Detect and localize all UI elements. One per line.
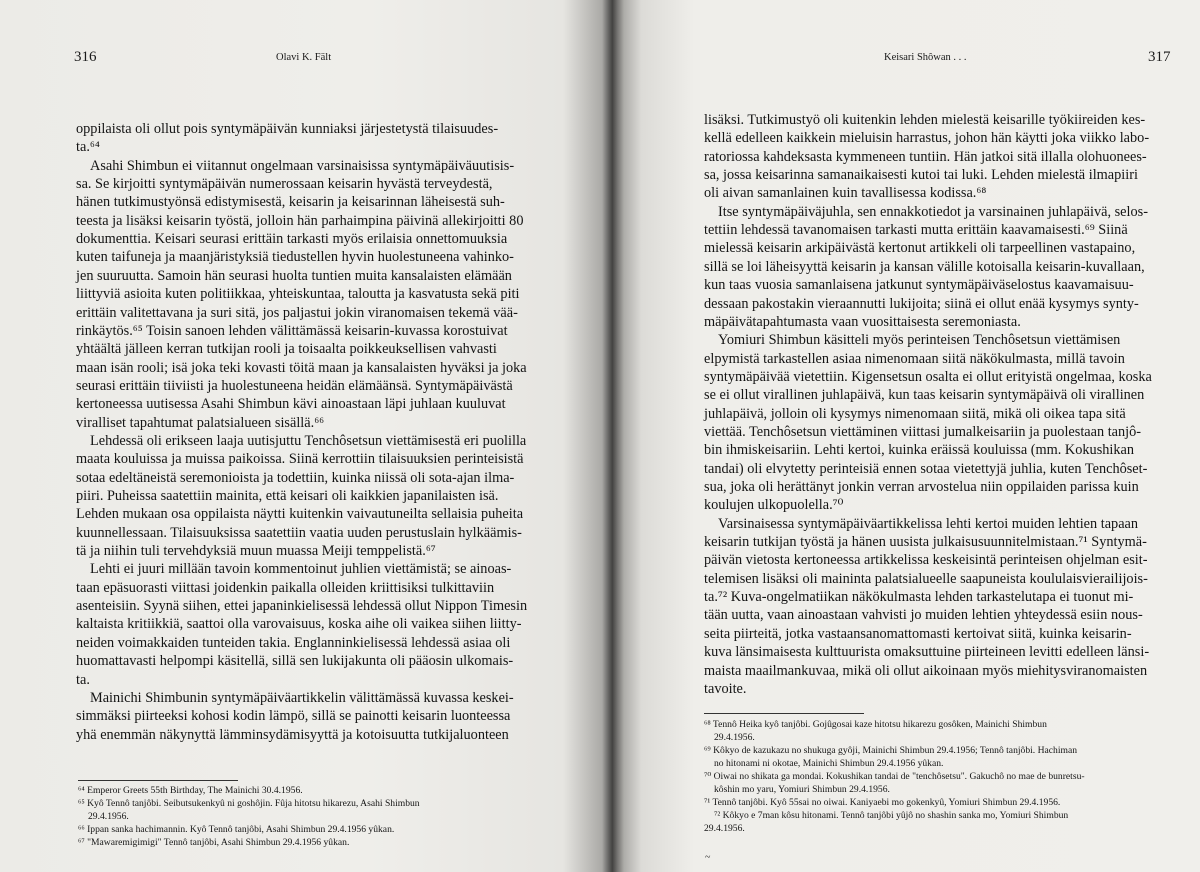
footnote-rule — [704, 713, 864, 714]
text-line: Itse syntymäpäiväjuhla, sen ennakkotiedot ja varsinainen juhlapäivä, selos- — [718, 203, 1148, 220]
text-line: tä ja niihin tuli tervehdyksiä muun muassa Meiji temppelistä.⁶⁷ — [76, 543, 436, 560]
text-line: ta. — [76, 671, 90, 688]
text-line: sotaa edeltäneistä seremonioista ja todettiin, kuinka niissä oli sota-ajan ilma- — [76, 469, 515, 486]
text-line: Varsinaisessa syntymäpäiväartikkelissa lehti kertoi muiden lehtien tapaan — [718, 515, 1139, 532]
right-page — [612, 0, 1200, 872]
text-line: oppilaista oli ollut pois syntymäpäivän kunniaksi järjestetystä tilaisuudes- — [76, 121, 499, 137]
text-line: dokumenttia. Keisari seurasi erittäin tarkasti myös erilaisia onnettomuuksia — [76, 231, 508, 248]
text-line: seita piirteitä, jotka vastaansanomattomasti kertoivat siitä, kuinka keisarin- — [704, 625, 1132, 642]
text-line: yhtäältä jälleen kerran tutkijan rooli ja toisaalta poikkeuksellisen vahvasti — [76, 341, 497, 358]
text-line: Lehden mukaan osa oppilaista näytti kuitenkin vaivautuneilta sellaisia puheita — [76, 506, 524, 523]
text-line: maata kouluissa ja muissa paikoissa. Siinä kerrottiin tilaisuuksien perinteisistä — [76, 451, 524, 468]
book-gutter — [602, 0, 624, 872]
text-line: telemisen lisäksi oli maininta palatsialueelle saapuneista koululaisvierailijois- — [704, 570, 1148, 587]
text-line: rinkäytös.⁶⁵ Toisin sanoen lehden välittämässä keisarin-kuvassa korostuivat — [76, 322, 508, 339]
footnote-line: ⁶⁹ Kôkyo de kazukazu no shukuga gyôji, Mainichi Shimbun 29.4.1956; Tennô tanjôbi. Hachiman — [704, 745, 1078, 756]
text-line: mäpäivätapahtumasta vaan vuosittaisesta seremoniasta. — [704, 313, 1021, 330]
text-line: simmäksi piirteeksi kohosi kodin lämpö, sillä se painotti keisarin luonteessa — [76, 708, 511, 725]
text-line: viettää. Tenchôsetsun viettäminen viittasi jumalkeisariin ja puolestaan tanjô- — [704, 423, 1142, 440]
text-line: sillä se loi läheisyyttä keisarin ja kansan välille kotoisalla keisarin-kuvallaan, — [704, 258, 1145, 275]
text-line: Asahi Shimbun ei viitannut ongelmaan varsinaisissa syntymäpäiväuutisis- — [90, 157, 515, 174]
text-line: kuunnellessaan. Tilaisuuksissa saatettiin vaatia uuden perustuslain hylkäämis- — [76, 524, 522, 541]
footnote-line: ⁶⁷ "Mawaremigimigi" Tennô tanjôbi, Asahi Shimbun 29.4.1956 yûkan. — [78, 837, 350, 848]
stray-mark: ~ — [705, 852, 711, 863]
text-line: asenteisiin. Syynä siihen, ettei japaninkielisessä lehdessä ollut Nippon Timesin — [76, 598, 528, 615]
text-line: mielessä keisarin arkipäivästä kertonut artikkeli oli tarpeellinen vastapaino, — [704, 240, 1136, 257]
text-line: kellä edelleen kaikkein mieluisin harrastus, johon hän käytti joka viikko labo- — [704, 130, 1150, 147]
text-line: viralliset tapahtumat palatsialueen sisällä.⁶⁶ — [76, 414, 325, 431]
footnote-line: kôshin mo yaru, Yomiuri Shimbun 29.4.1956. — [714, 784, 890, 795]
footnote-line: no hitonami ni okotae, Mainichi Shimbun 29.4.1956 yûkan. — [714, 758, 944, 769]
footnote-rule — [78, 780, 238, 781]
text-line: tään uutta, vaan ainoastaan vahvisti jo muiden lehtien yhteydessä esiin nous- — [704, 607, 1143, 624]
text-line: kaltaista kritiikkiä, saattoi olla varovaisuus, koska aihe oli vaikea siihen liitty- — [76, 616, 522, 633]
text-line: keisarin tutkijan työstä ja hänen uusista julkaisusuunnitelmistaan.⁷¹ Syntymä- — [704, 534, 1147, 551]
text-line: ratoriossa kahdeksasta kymmeneen tuntiin. Hän jatkoi sitä illalla olohuonees- — [704, 148, 1147, 165]
text-line: teesta ja lisäksi keisarin työstä, jolloin hän parhaimpina päivinä allekirjoitti 80 — [76, 212, 524, 229]
footnote-line: 29.4.1956. — [704, 823, 745, 834]
text-line: kuva länsimaisesta kulttuurista omaksuttuine piirteineen levitti edelleen länsi- — [704, 644, 1150, 661]
text-line: dessaan pakostakin vieraannutti lukijoita; siinä ei ollut enää kysymys synty- — [704, 295, 1139, 312]
text-line: hänen tutkimustyönsä edistymisestä, keisarin ja keisarinnan läheisestä suh- — [76, 194, 505, 211]
text-line: syntymäpäivää vietettiin. Kigensetsun osalta ei ollut erityistä ongelmaa, koska — [704, 368, 1152, 385]
text-line: Mainichi Shimbunin syntymäpäiväartikkelin välittämässä kuvassa keskei- — [90, 689, 514, 706]
footnote-line: ⁶⁵ Kyô Tennô tanjôbi. Seibutsukenkyû ni goshôjin. Fûja hitotsu hikarezu, Asahi Shimbun — [78, 798, 420, 809]
footnote-line: ⁷² Kôkyo e 7man kôsu hitonami. Tennô tanjôbi yûjô no shashin sanka mo, Yomiuri Shimbun — [714, 810, 1069, 821]
text-line: ta.⁷² Kuva-ongelmatiikan näkökulmasta lehden tarkastelutapa ei tuonut mi- — [704, 589, 1134, 606]
text-line: jen suuruutta. Samoin hän seurasi huolta tuntien muita kansalaisten elämään — [76, 267, 512, 284]
text-line: bin ihmiskeisariin. Lehti kertoi, kuinka eräissä kouluissa (mm. Kokushikan — [704, 442, 1135, 459]
text-line: ta.⁶⁴ — [76, 139, 100, 156]
text-line: elpymistä tarkastellen asiaa nimenomaan siitä näkökulmasta, millä tavoin — [704, 350, 1125, 367]
footnote-line: ⁶⁶ Ippan sanka hachimannin. Kyô Tennô tanjôbi, Asahi Shimbun 29.4.1956 yûkan. — [78, 824, 395, 835]
text-line: kertoneessa uutisessa Asahi Shimbun kävi ainoastaan läpi juhlaan kuuluvat — [76, 396, 506, 413]
text-line: huomattavasti helpompi käsitellä, sillä sen lukijakunta oli pääosin ulkomais- — [76, 653, 514, 670]
footnote-line: ⁶⁸ Tennô Heika kyô tanjôbi. Gojûgosai kaze hitotsu hikarezu gosôken, Mainichi Shimbun — [704, 719, 1047, 730]
footnote-line: ⁷¹ Tennô tanjôbi. Kyô 55sai no oiwai. Kaniyaebi mo gokenkyû, Yomiuri Shimbun 29.4.1956. — [704, 797, 1061, 808]
text-line: neiden voimakkaiden tunteiden takia. Englanninkielisessä lehdessä asiaa oli — [76, 634, 511, 651]
text-line: tandai) oli elvytetty perinteisiä ennen sotaa vietettyjä juhlia, kuten Tenchôset- — [704, 460, 1148, 477]
text-line: lisäksi. Tutkimustyö oli kuitenkin lehden mielestä keisarille työkiireiden kes- — [704, 112, 1146, 128]
text-line: koulujen ulkopuolella.⁷⁰ — [704, 497, 844, 514]
text-line: yhä enemmän näkynyttä lämminsydämisyyttä ja kotoisuutta tutkijaluonteen — [76, 726, 509, 743]
text-line: erittäin valitettavana ja suri sitä, jos paljastui jokin viranomaisen tekemä vää- — [76, 304, 518, 321]
text-line: oli aivan samanlainen kuin tavallisessa kodissa.⁶⁸ — [704, 185, 987, 202]
text-line: liittyviä asioita kuten politiikkaa, yhteiskuntaa, taloutta ja kasvatusta sekä piti — [76, 286, 520, 303]
running-head: Keisari Shôwan . . . — [884, 52, 967, 63]
text-line: tavoite. — [704, 680, 747, 697]
text-line: maan isän rooli; isä joka teki kovasti töitä maan ja kansalaisten hyväksi ja joka — [76, 359, 527, 376]
text-line: tettiin lehdessä tavanomaisen tarkasti mutta erittäin kaavamaisesti.⁶⁹ Siinä — [704, 222, 1128, 239]
text-line: maista maailmankuvaa, mikä oli ollut aikoinaan myös miehitysviranomaisten — [704, 662, 1148, 679]
text-line: Lehti ei juuri millään tavoin kommentoinut juhlien viettämistä; se ainoas- — [90, 561, 512, 578]
text-line: seurasi erittäin tiiviisti ja huolestuneena heidän elämäänsä. Syntymäpäivästä — [76, 377, 513, 394]
footnote-line: 29.4.1956. — [714, 732, 755, 743]
text-line: sua, joka oli herättänyt jonkin verran arvostelua niin oppilaiden parissa kuin — [704, 479, 1139, 495]
running-head: Olavi K. Fält — [276, 52, 332, 63]
text-line: kun taas vuosia samanlaisena jatkunut syntymäpäiväselostus kaavamaisuu- — [704, 277, 1134, 294]
footnote-line: ⁷⁰ Oiwai no shikata ga mondai. Kokushikan tandai de "tenchôsetsu". Gakuchô no mae de bunretsu- — [704, 771, 1085, 782]
footnote-line: ⁶⁴ Emperor Greets 55th Birthday, The Mainichi 30.4.1956. — [78, 785, 303, 796]
text-line: Yomiuri Shimbun käsitteli myös perinteisen Tenchôsetsun viettämisen — [718, 332, 1121, 349]
text-line: taan epäsuorasti viittasi joidenkin paikalla olleiden kriittisiksi tulkittaviin — [76, 579, 495, 596]
text-line: piiri. Puheissa saatettiin mainita, että keisari oli kaikkien japanilaisten isä. — [76, 488, 499, 504]
page-number: 317 — [1148, 49, 1171, 65]
text-line: sa, jossa keisarinna samanaikaisesti kutoi tai luki. Lehden mielestä ilmapiiri — [704, 167, 1138, 184]
text-line: päivän vietosta kertoneessa artikkelissa keskeisintä perinteisen ohjelman esit- — [704, 552, 1148, 569]
page-number: 316 — [74, 49, 97, 65]
text-line: kuten taifuneja ja maanjäristyksiä tiedustellen hyvin huolestuneena vahinko- — [76, 249, 514, 266]
footnote-line: 29.4.1956. — [88, 811, 129, 822]
text-line: se ei ollut virallinen juhlapäivä, kun taas keisarin syntymäpäivä oli virallinen — [704, 387, 1145, 404]
text-line: juhlapäivä, jolloin oli kysymys nimenomaan siitä, mikä oli oikea tapa sitä — [704, 405, 1126, 422]
text-line: sa. Se kirjoitti syntymäpäivän numerossaan keisarin hyvästä terveydestä, — [76, 176, 493, 193]
text-line: Lehdessä oli erikseen laaja uutisjuttu Tenchôsetsun viettämisestä eri puolilla — [90, 432, 527, 449]
